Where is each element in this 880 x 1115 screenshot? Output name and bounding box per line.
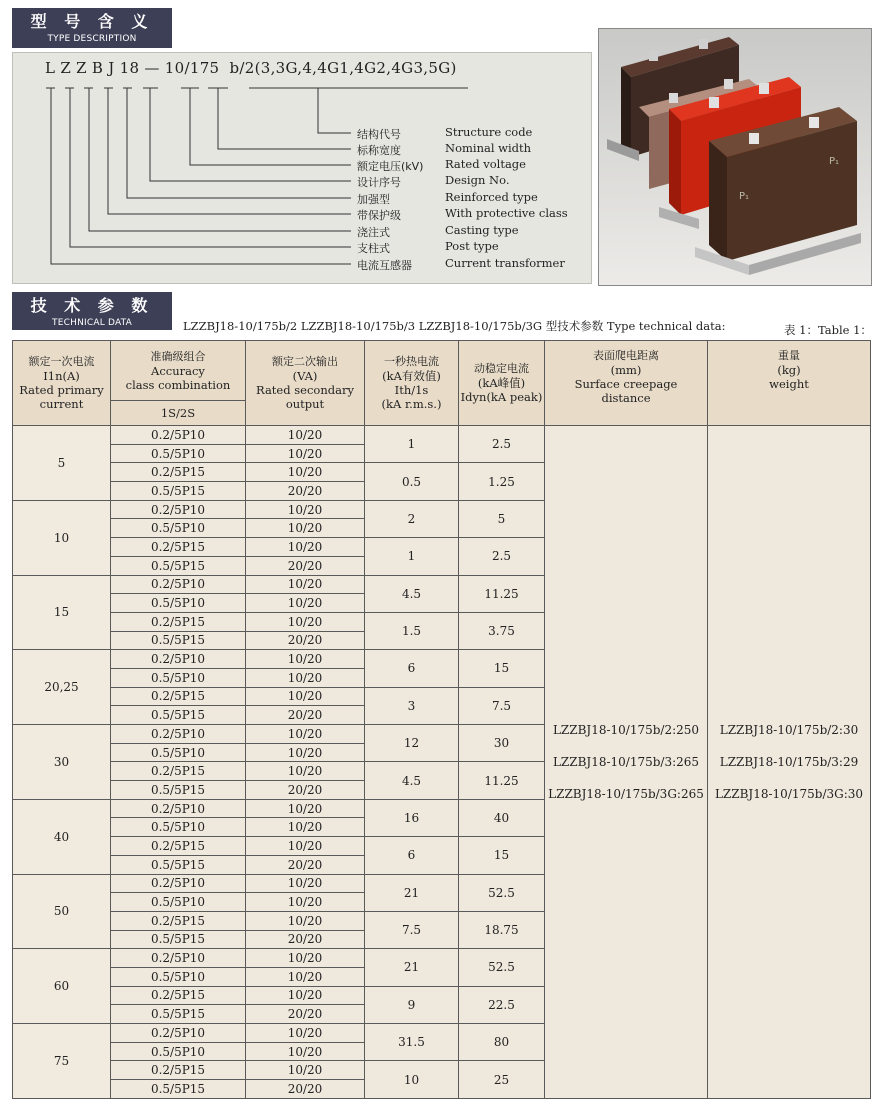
cell-secondary-output: 20/20 — [246, 631, 365, 650]
cell-thermal-current: 4.5 — [365, 575, 459, 612]
cell-secondary-output: 10/20 — [246, 463, 365, 482]
weight-value: LZZBJ18-10/175b/3:29 — [719, 754, 859, 769]
header-rated-secondary-output: 额定二次输出 (VA) Rated secondary output — [246, 341, 365, 426]
cell-secondary-output: 20/20 — [246, 855, 365, 874]
cell-accuracy-class: 0.2/5P10 — [111, 1024, 246, 1043]
cell-dynamic-current: 2.5 — [459, 426, 545, 463]
cell-thermal-current: 0.5 — [365, 463, 459, 500]
technical-data-body — [13, 426, 871, 1099]
cell-accuracy-class: 0.2/5P10 — [111, 650, 246, 669]
cell-dynamic-current: 40 — [459, 799, 545, 836]
cell-accuracy-class: 0.5/5P15 — [111, 556, 246, 575]
cell-accuracy-class: 0.2/5P10 — [111, 799, 246, 818]
cell-dynamic-current: 7.5 — [459, 687, 545, 724]
cell-thermal-current: 4.5 — [365, 762, 459, 799]
desc-nominal-width-en: Nominal width — [445, 141, 532, 155]
model-code-description-panel — [12, 52, 592, 284]
cell-accuracy-class: 0.5/5P15 — [111, 706, 246, 725]
cell-accuracy-class: 0.5/5P10 — [111, 893, 246, 912]
desc-structure-code-zh: 结构代号 — [357, 128, 401, 141]
svg-text:P₁: P₁ — [829, 156, 840, 167]
cell-thermal-current: 6 — [365, 837, 459, 874]
cell-secondary-output: 10/20 — [246, 594, 365, 613]
cell-dynamic-current: 15 — [459, 650, 545, 687]
cell-secondary-output: 10/20 — [246, 1024, 365, 1043]
cell-dynamic-current: 52.5 — [459, 949, 545, 986]
header-accuracy-subheader: 1S/2S — [111, 401, 246, 426]
desc-current-transformer-en: Current transformer — [445, 256, 565, 270]
cell-accuracy-class: 0.5/5P15 — [111, 781, 246, 800]
cell-accuracy-class: 0.2/5P10 — [111, 426, 246, 445]
cell-thermal-current: 21 — [365, 874, 459, 911]
product-photo — [598, 28, 872, 286]
desc-rated-voltage-en: Rated voltage — [445, 157, 526, 171]
cell-thermal-current: 16 — [365, 799, 459, 836]
cell-secondary-output: 10/20 — [246, 612, 365, 631]
technical-data-badge — [12, 292, 172, 330]
cell-accuracy-class: 0.2/5P10 — [111, 725, 246, 744]
cell-secondary-output: 20/20 — [246, 930, 365, 949]
cell-rated-primary-current: 15 — [13, 575, 111, 650]
cell-dynamic-current: 30 — [459, 725, 545, 762]
cell-thermal-current: 12 — [365, 725, 459, 762]
header-weight: 重量 (kg) weight — [708, 341, 871, 426]
creepage-value: LZZBJ18-10/175b/2:250 — [552, 722, 700, 737]
desc-design-no-en: Design No. — [445, 173, 510, 187]
header-accuracy-class: 准确级组合 Accuracy class combination — [111, 341, 246, 401]
cell-dynamic-current: 11.25 — [459, 575, 545, 612]
cell-secondary-output: 10/20 — [246, 426, 365, 445]
cell-accuracy-class: 0.2/5P15 — [111, 538, 246, 557]
cell-secondary-output: 20/20 — [246, 1005, 365, 1024]
cell-thermal-current: 9 — [365, 986, 459, 1023]
header-thermal-current: 一秒热电流 (kA有效值) Ith/1s (kA r.m.s.) — [365, 341, 459, 426]
table-number: 表 1：Table 1： — [784, 323, 872, 337]
cell-rated-primary-current: 40 — [13, 799, 111, 874]
cell-accuracy-class: 0.5/5P10 — [111, 818, 246, 837]
cell-secondary-output: 10/20 — [246, 837, 365, 856]
cell-secondary-output: 10/20 — [246, 725, 365, 744]
cell-secondary-output: 20/20 — [246, 1080, 365, 1099]
desc-post-type-zh: 支柱式 — [357, 242, 390, 255]
cell-secondary-output: 10/20 — [246, 668, 365, 687]
cell-accuracy-class: 0.5/5P15 — [111, 1005, 246, 1024]
desc-rated-voltage-zh: 额定电压(kV) — [357, 160, 424, 173]
cell-secondary-output: 10/20 — [246, 743, 365, 762]
cell-weight — [708, 426, 871, 1099]
header-rated-primary-current: 额定一次电流 I1n(A) Rated primary current — [13, 341, 111, 426]
technical-data-title-en: TECHNICAL DATA — [52, 318, 132, 328]
type-description-title-zh: 型 号 含 义 — [30, 12, 154, 31]
creepage-value: LZZBJ18-10/175b/3G:265 — [548, 786, 704, 801]
cell-accuracy-class: 0.5/5P10 — [111, 668, 246, 687]
cell-rated-primary-current: 10 — [13, 500, 111, 575]
table-row — [13, 426, 871, 445]
cell-rated-primary-current: 50 — [13, 874, 111, 949]
cell-secondary-output: 10/20 — [246, 818, 365, 837]
cell-secondary-output: 20/20 — [246, 556, 365, 575]
cell-accuracy-class: 0.5/5P10 — [111, 1042, 246, 1061]
cell-accuracy-class: 0.2/5P10 — [111, 575, 246, 594]
cell-accuracy-class: 0.2/5P15 — [111, 986, 246, 1005]
desc-casting-type-zh: 浇注式 — [357, 226, 390, 239]
cell-dynamic-current: 15 — [459, 837, 545, 874]
cell-thermal-current: 7.5 — [365, 911, 459, 948]
cell-dynamic-current: 18.75 — [459, 911, 545, 948]
cell-thermal-current: 1 — [365, 426, 459, 463]
cell-rated-primary-current: 20,25 — [13, 650, 111, 725]
cell-secondary-output: 10/20 — [246, 967, 365, 986]
cell-accuracy-class: 0.2/5P15 — [111, 612, 246, 631]
cell-accuracy-class: 0.2/5P10 — [111, 874, 246, 893]
cell-accuracy-class: 0.2/5P15 — [111, 1061, 246, 1080]
cell-accuracy-class: 0.2/5P10 — [111, 949, 246, 968]
cell-accuracy-class: 0.2/5P15 — [111, 911, 246, 930]
cell-secondary-output: 10/20 — [246, 762, 365, 781]
cell-dynamic-current: 22.5 — [459, 986, 545, 1023]
cell-accuracy-class: 0.2/5P15 — [111, 762, 246, 781]
desc-current-transformer-zh: 电流互感器 — [357, 259, 412, 272]
cell-secondary-output: 10/20 — [246, 911, 365, 930]
cell-accuracy-class: 0.5/5P15 — [111, 631, 246, 650]
cell-rated-primary-current: 30 — [13, 725, 111, 800]
cell-thermal-current: 1 — [365, 538, 459, 575]
cell-rated-primary-current: 5 — [13, 426, 111, 501]
cell-secondary-output: 10/20 — [246, 575, 365, 594]
cell-thermal-current: 3 — [365, 687, 459, 724]
cell-accuracy-class: 0.5/5P15 — [111, 855, 246, 874]
cell-secondary-output: 10/20 — [246, 444, 365, 463]
cell-secondary-output: 10/20 — [246, 986, 365, 1005]
cell-secondary-output: 10/20 — [246, 538, 365, 557]
cell-thermal-current: 10 — [365, 1061, 459, 1098]
cell-secondary-output: 10/20 — [246, 1061, 365, 1080]
desc-protective-class-zh: 带保护级 — [357, 209, 401, 222]
cell-dynamic-current: 11.25 — [459, 762, 545, 799]
cell-secondary-output: 10/20 — [246, 949, 365, 968]
desc-design-no-zh: 设计序号 — [357, 176, 401, 189]
cell-secondary-output: 10/20 — [246, 1042, 365, 1061]
desc-reinforced-en: Reinforced type — [445, 190, 538, 204]
cell-secondary-output: 20/20 — [246, 706, 365, 725]
cell-accuracy-class: 0.2/5P15 — [111, 687, 246, 706]
cell-thermal-current: 1.5 — [365, 612, 459, 649]
cell-thermal-current: 21 — [365, 949, 459, 986]
desc-nominal-width-zh: 标称宽度 — [357, 144, 401, 157]
cell-dynamic-current: 1.25 — [459, 463, 545, 500]
cell-accuracy-class: 0.2/5P10 — [111, 500, 246, 519]
cell-accuracy-class: 0.5/5P15 — [111, 930, 246, 949]
cell-thermal-current: 2 — [365, 500, 459, 537]
cell-dynamic-current: 52.5 — [459, 874, 545, 911]
cell-accuracy-class: 0.2/5P15 — [111, 463, 246, 482]
desc-post-type-en: Post type — [445, 239, 499, 253]
cell-rated-primary-current: 60 — [13, 949, 111, 1024]
cell-secondary-output: 10/20 — [246, 650, 365, 669]
cell-secondary-output: 10/20 — [246, 874, 365, 893]
cell-accuracy-class: 0.5/5P10 — [111, 594, 246, 613]
cell-secondary-output: 10/20 — [246, 500, 365, 519]
cell-accuracy-class: 0.5/5P10 — [111, 967, 246, 986]
cell-dynamic-current: 5 — [459, 500, 545, 537]
cell-accuracy-class: 0.2/5P15 — [111, 837, 246, 856]
cell-secondary-output: 20/20 — [246, 781, 365, 800]
cell-secondary-output: 20/20 — [246, 482, 365, 501]
cell-accuracy-class: 0.5/5P15 — [111, 482, 246, 501]
cell-dynamic-current: 80 — [459, 1024, 545, 1061]
weight-value: LZZBJ18-10/175b/3G:30 — [714, 786, 864, 801]
cell-secondary-output: 10/20 — [246, 519, 365, 538]
cell-thermal-current: 31.5 — [365, 1024, 459, 1061]
cell-dynamic-current: 25 — [459, 1061, 545, 1098]
header-surface-creepage: 表面爬电距离 (mm) Surface creepage distance — [545, 341, 708, 426]
type-description-title-en: TYPE DESCRIPTION — [47, 34, 137, 44]
cell-dynamic-current: 2.5 — [459, 538, 545, 575]
cell-accuracy-class: 0.5/5P15 — [111, 1080, 246, 1099]
cell-secondary-output: 10/20 — [246, 893, 365, 912]
desc-protective-class-en: With protective class — [445, 206, 568, 220]
cell-secondary-output: 10/20 — [246, 687, 365, 706]
technical-data-caption: LZZBJ18-10/175b/2 LZZBJ18-10/175b/3 LZZBJ18-10/175b/3G 型技术参数 Type technical data: — [183, 319, 726, 333]
creepage-value: LZZBJ18-10/175b/3:265 — [552, 754, 700, 769]
desc-reinforced-zh: 加强型 — [357, 193, 390, 206]
svg-text:P₁: P₁ — [739, 191, 750, 202]
cell-dynamic-current: 3.75 — [459, 612, 545, 649]
cell-accuracy-class: 0.5/5P10 — [111, 444, 246, 463]
cell-accuracy-class: 0.5/5P10 — [111, 743, 246, 762]
cell-rated-primary-current: 75 — [13, 1024, 111, 1099]
model-code: L Z Z B J 18 — 10/175 b/2(3,3G,4,4G1,4G2,4G3,5G) — [45, 59, 457, 77]
header-dynamic-current: 动稳定电流 (kA峰值) Idyn(kA peak) — [459, 341, 545, 426]
desc-casting-type-en: Casting type — [445, 223, 519, 237]
current-transformer-illustration — [599, 29, 871, 285]
technical-data-title-zh: 技 术 参 数 — [30, 296, 154, 315]
desc-structure-code-en: Structure code — [445, 125, 533, 139]
technical-data-table — [12, 340, 871, 1099]
cell-surface-creepage — [545, 426, 708, 1099]
cell-secondary-output: 10/20 — [246, 799, 365, 818]
cell-thermal-current: 6 — [365, 650, 459, 687]
weight-value: LZZBJ18-10/175b/2:30 — [719, 722, 859, 737]
type-description-badge — [12, 8, 172, 48]
cell-accuracy-class: 0.5/5P10 — [111, 519, 246, 538]
